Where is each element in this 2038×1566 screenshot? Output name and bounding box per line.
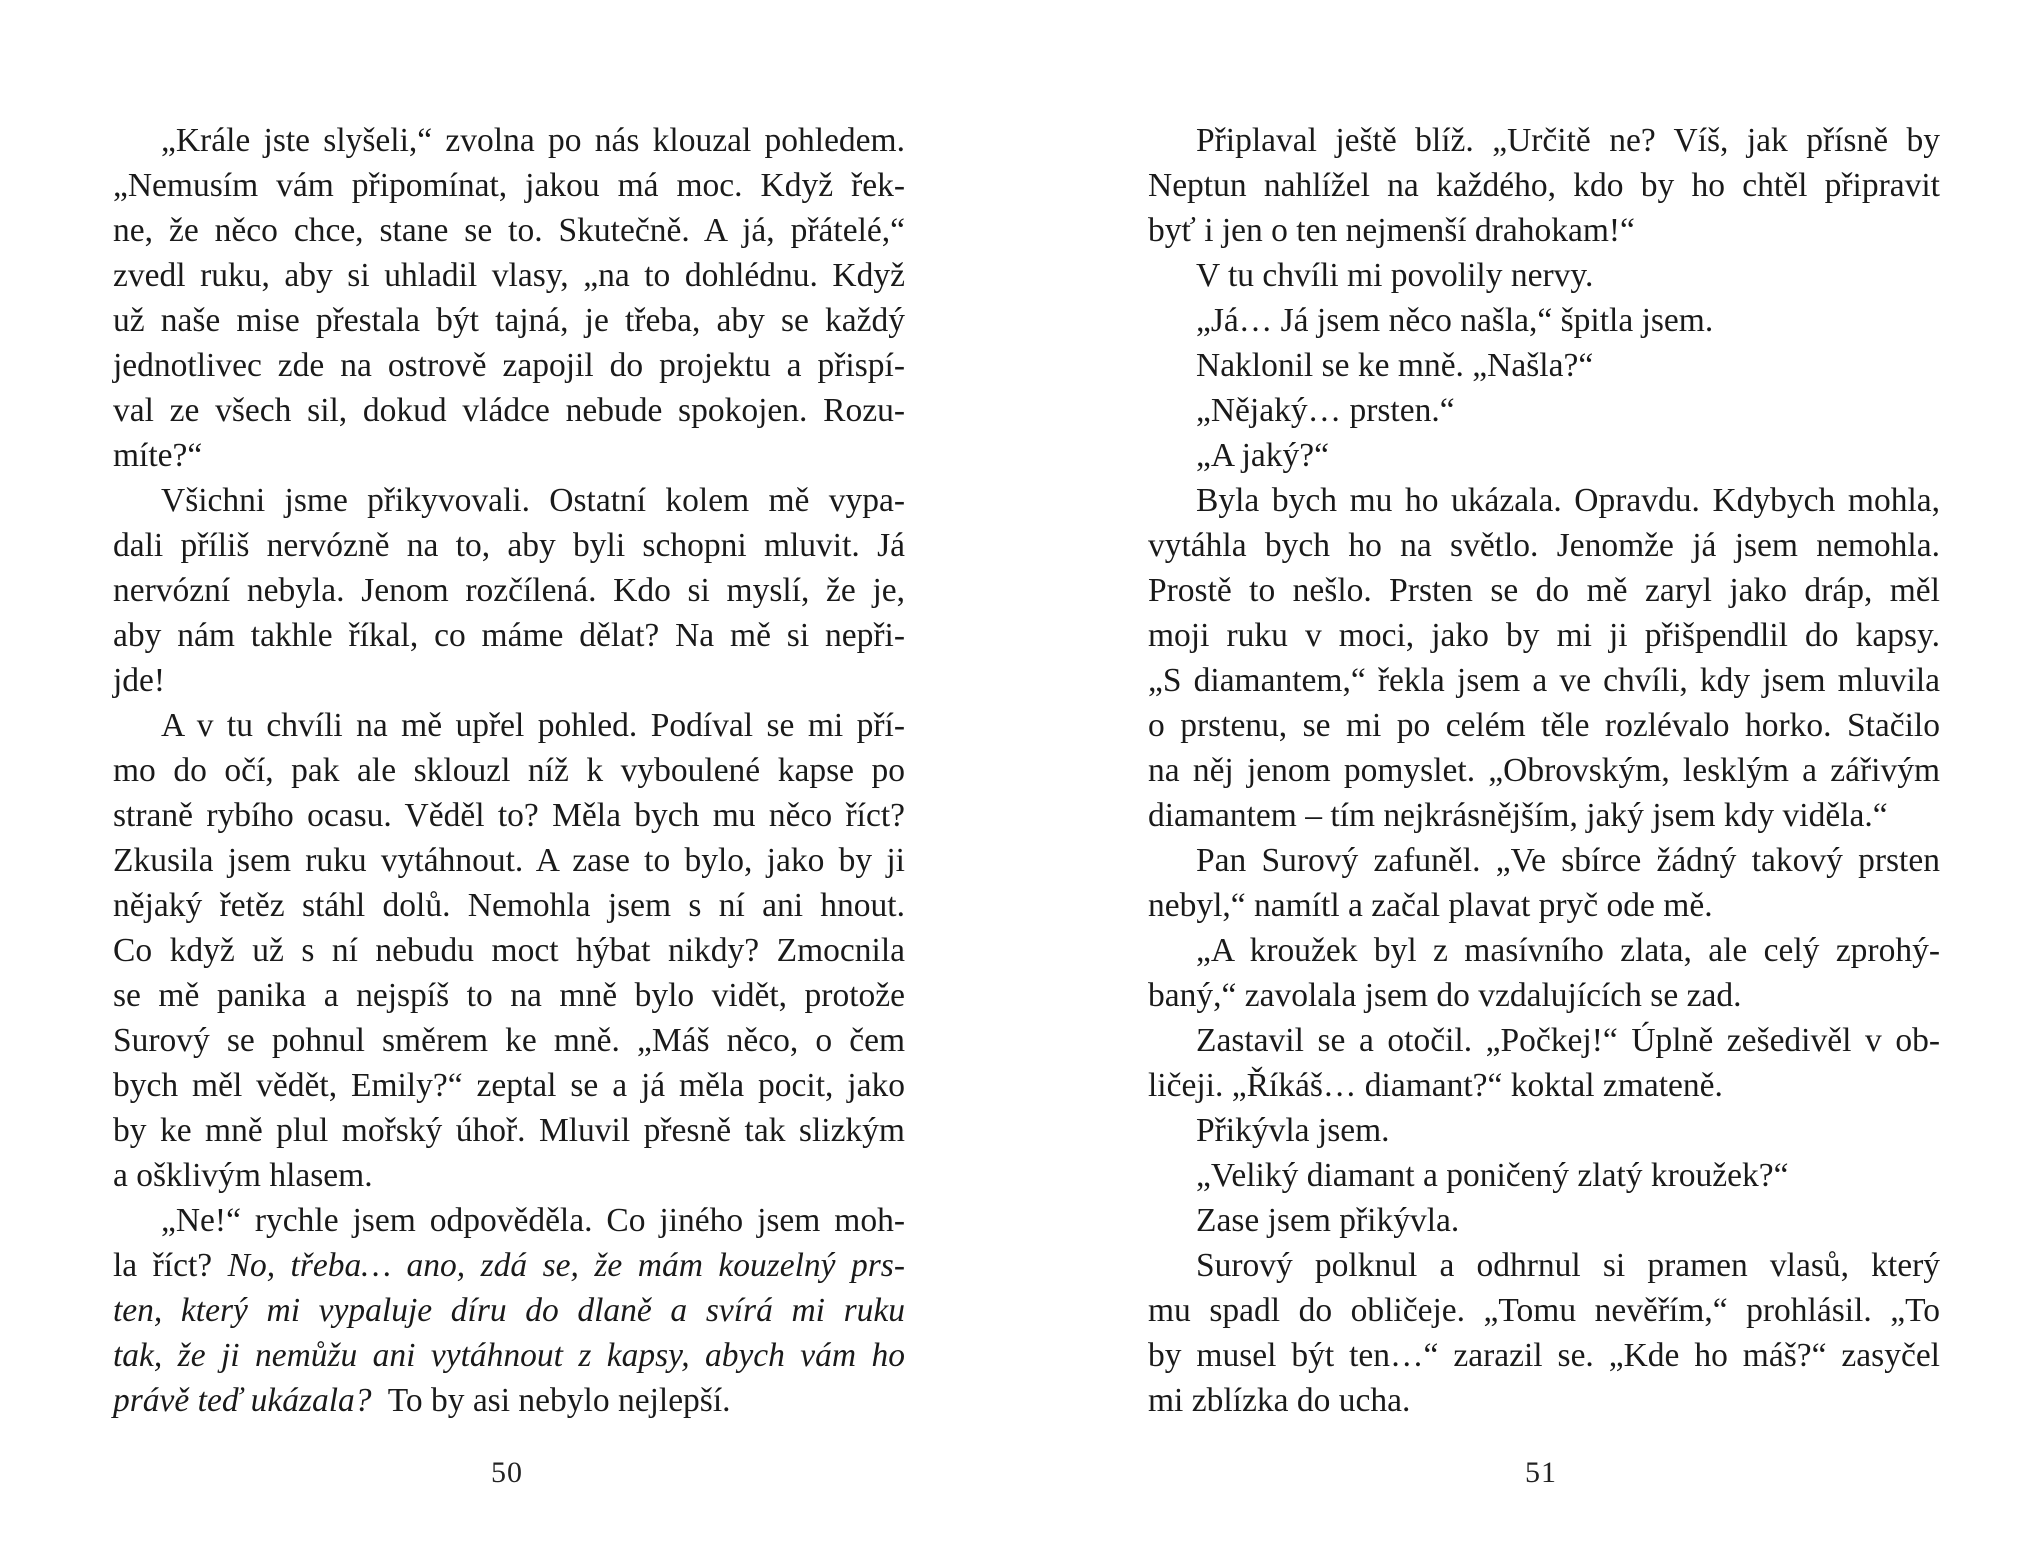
left-page	[113, 118, 905, 1423]
italic-text: ten, který mi vypaluje díru do dlaně a svírá mi ruku	[113, 1292, 905, 1329]
text-line: mo do očí, pak ale sklouzl níž k vyboulené kapse po	[113, 752, 905, 789]
text-line: byť i jen o ten nejmenší drahokam!“	[1148, 212, 1635, 249]
text-line: „A kroužek byl z masívního zlata, ale celý zprohý-	[1196, 932, 1940, 969]
text-line: „Krále jste slyšeli,“ zvolna po nás klouzal pohledem.	[161, 122, 905, 159]
text-line	[113, 1333, 905, 1378]
italic-text: tak, že ji nemůžu ani vytáhnout z kapsy, abych vám ho	[113, 1337, 905, 1374]
text-line: nervózní nebyla. Jenom rozčílená. Kdo si myslí, že je,	[113, 572, 905, 609]
text-line: V tu chvíli mi povolily nervy.	[1196, 257, 1594, 294]
text-line: zvedl ruku, aby si uhladil vlasy, „na to dohlédnu. Když	[113, 257, 905, 294]
text-line: „A jaký?“	[1196, 437, 1330, 474]
text-line	[113, 1243, 905, 1288]
text-line: Surový se pohnul směrem ke mně. „Máš něco, o čem	[113, 1022, 905, 1059]
text-line: Připlaval ještě blíž. „Určitě ne? Víš, jak přísně by	[1196, 122, 1940, 159]
text-line: „Nějaký… prsten.“	[1196, 392, 1455, 429]
text-line: Prostě to nešlo. Prsten se do mě zaryl jako dráp, měl	[1148, 572, 1940, 609]
right-page	[1148, 118, 1940, 1423]
text-line: baný,“ zavolala jsem do vzdalujících se zad.	[1148, 977, 1742, 1014]
left-page-text	[113, 118, 905, 1423]
text-line: „Nemusím vám připomínat, jakou má moc. Když řek-	[113, 167, 905, 204]
text-line: diamantem – tím nejkrásnějším, jaký jsem kdy viděla.“	[1148, 797, 1888, 834]
page-number-right: 51	[1525, 1456, 1557, 1489]
text-line: Surový polknul a odhrnul si pramen vlasů, který	[1196, 1247, 1940, 1284]
text-line: Naklonil se ke mně. „Našla?“	[1196, 347, 1594, 384]
text-line: straně rybího ocasu. Věděl to? Měla bych mu něco říct?	[113, 797, 905, 834]
text-line: „Já… Já jsem něco našla,“ špitla jsem.	[1196, 302, 1714, 339]
text-line: ličeji. „Říkáš… diamant?“ koktal zmateně.	[1148, 1067, 1723, 1104]
text-line: vytáhla bych ho na světlo. Jenomže já jsem nemohla.	[1148, 527, 1940, 564]
text-line	[113, 1378, 905, 1423]
text-line: nějaký řetěz stáhl dolů. Nemohla jsem s ní ani hnout.	[113, 887, 905, 924]
text-line: jednotlivec zde na ostrově zapojil do projektu a přispí-	[113, 347, 905, 384]
text-line: míte?“	[113, 437, 203, 474]
text-line: dali příliš nervózně na to, aby byli schopni mluvit. Já	[113, 527, 905, 564]
plain-text: To by asi nebylo nejlepší.	[371, 1382, 731, 1419]
text-line: by musel být ten…“ zarazil se. „Kde ho máš?“ zasyčel	[1148, 1337, 1940, 1374]
text-line: Pan Surový zafuněl. „Ve sbírce žádný takový prsten	[1196, 842, 1940, 879]
page-number-left: 50	[491, 1456, 523, 1489]
right-page-text	[1148, 118, 1940, 1423]
text-line: nebyl,“ namítl a začal plavat pryč ode mě.	[1148, 887, 1713, 924]
italic-text: No, třeba… ano, zdá se, že mám kouzelný prs-	[227, 1247, 905, 1284]
text-line: Všichni jsme přikyvovali. Ostatní kolem mě vypa-	[161, 482, 905, 519]
text-line: „Ne!“ rychle jsem odpověděla. Co jiného jsem moh-	[161, 1202, 905, 1239]
text-line: a ošklivým hlasem.	[113, 1157, 373, 1194]
text-line: Zase jsem přikývla.	[1196, 1202, 1460, 1239]
text-line: aby nám takhle říkal, co máme dělat? Na mě si nepři-	[113, 617, 905, 654]
text-line: mu spadl do obličeje. „Tomu nevěřím,“ prohlásil. „To	[1148, 1292, 1940, 1329]
text-line: o prstenu, se mi po celém těle rozlévalo horko. Stačilo	[1148, 707, 1940, 744]
text-line: moji ruku v moci, jako by mi ji přišpendlil do kapsy.	[1148, 617, 1940, 654]
plain-text: la říct?	[113, 1247, 228, 1284]
text-line: už naše mise přestala být tajná, je třeba, aby se každý	[113, 302, 905, 339]
text-line: na něj jenom pomyslet. „Obrovským, lesklým a zářivým	[1148, 752, 1940, 789]
text-line: „S diamantem,“ řekla jsem a ve chvíli, kdy jsem mluvila	[1148, 662, 1940, 699]
text-line: bych měl vědět, Emily?“ zeptal se a já měla pocit, jako	[113, 1067, 905, 1104]
text-line: Zkusila jsem ruku vytáhnout. A zase to bylo, jako by ji	[113, 842, 905, 879]
text-line: by ke mně plul mořský úhoř. Mluvil přesně tak slizkým	[113, 1112, 905, 1149]
text-line: Zastavil se a otočil. „Počkej!“ Úplně zešedivěl v ob-	[1196, 1022, 1940, 1059]
text-line: Přikývla jsem.	[1196, 1112, 1390, 1149]
italic-text: právě teď ukázala?	[113, 1382, 372, 1419]
text-line: Co když už s ní nebudu moct hýbat nikdy? Zmocnila	[113, 932, 905, 969]
text-line	[113, 1288, 905, 1333]
text-line: val ze všech sil, dokud vládce nebude spokojen. Rozu-	[113, 392, 905, 429]
text-line: Byla bych mu ho ukázala. Opravdu. Kdybych mohla,	[1196, 482, 1940, 519]
text-line: ne, že něco chce, stane se to. Skutečně. A já, přátelé,“	[113, 212, 905, 249]
text-line: „Veliký diamant a poničený zlatý kroužek?“	[1196, 1157, 1789, 1194]
text-line: jde!	[113, 662, 166, 699]
text-line: A v tu chvíli na mě upřel pohled. Podíval se mi pří-	[161, 707, 905, 744]
text-line: mi zblízka do ucha.	[1148, 1382, 1411, 1419]
text-line: Neptun nahlížel na každého, kdo by ho chtěl připravit	[1148, 167, 1940, 204]
text-line: se mě panika a nejspíš to na mně bylo vidět, protože	[113, 977, 905, 1014]
